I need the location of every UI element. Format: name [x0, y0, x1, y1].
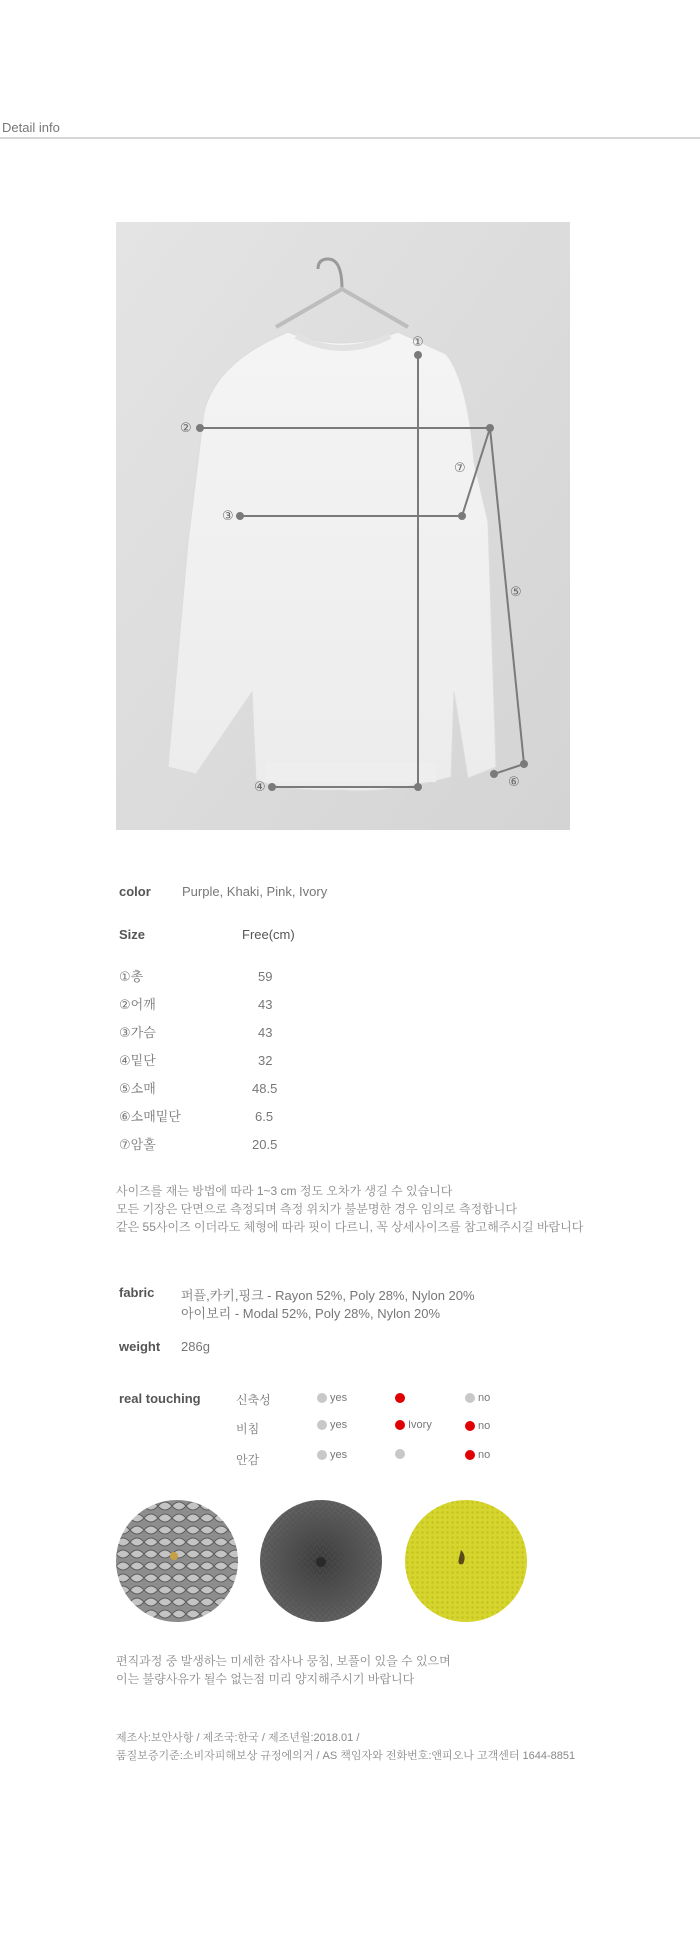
touch-option: yes — [317, 1419, 347, 1431]
touch-option: no — [465, 1420, 490, 1432]
color-value: Purple, Khaki, Pink, Ivory — [182, 884, 328, 899]
real-touching-label: real touching — [119, 1391, 201, 1406]
touch-attr-name: 안감 — [236, 1453, 260, 1467]
marker-5: ⑤ — [510, 584, 522, 599]
size-row-label: ⑤소매 — [119, 1081, 156, 1096]
header-divider — [0, 137, 700, 139]
section-title: Detail info — [2, 120, 60, 135]
fabric-label: fabric — [119, 1285, 155, 1300]
size-row-value: 43 — [258, 997, 273, 1012]
touch-option: no — [465, 1392, 490, 1404]
size-header-label: Size — [119, 927, 146, 942]
marker-3: ③ — [222, 508, 234, 523]
size-row-label: ①총 — [119, 969, 144, 984]
color-label: color — [119, 884, 151, 899]
touch-option: no — [465, 1449, 490, 1461]
indicator-dot — [317, 1450, 327, 1460]
size-note: 사이즈를 재는 방법에 따라 1~3 cm 정도 오차가 생길 수 있습니다 — [116, 1184, 453, 1198]
touch-option — [395, 1392, 408, 1404]
indicator-dot — [395, 1393, 405, 1403]
marker-4: ④ — [254, 779, 266, 794]
touch-option — [395, 1448, 408, 1460]
fabric-line: 퍼플,카키,핑크 - Rayon 52%, Poly 28%, Nylon 20% — [181, 1288, 475, 1303]
size-row-label: ③가슴 — [119, 1025, 156, 1040]
defect-note: 이는 불량사유가 될수 없는점 미리 양지해주시기 바랍니다 — [116, 1672, 415, 1686]
weight-label: weight — [119, 1339, 161, 1354]
fabric-line: 아이보리 - Modal 52%, Poly 28%, Nylon 20% — [181, 1306, 441, 1321]
size-note: 모든 기장은 단면으로 측정되며 측정 위치가 불분명한 경우 임의로 측정합니다 — [116, 1202, 517, 1216]
size-row-label: ②어깨 — [119, 997, 156, 1012]
size-row-label: ⑦암홀 — [119, 1137, 156, 1152]
size-row-label: ④밑단 — [119, 1053, 156, 1068]
marker-7: ⑦ — [454, 460, 466, 475]
size-row-value: 43 — [258, 1025, 273, 1040]
size-header-value: Free(cm) — [242, 927, 295, 942]
indicator-dot — [465, 1393, 475, 1403]
sweater-diagram — [116, 222, 570, 830]
indicator-dot — [395, 1449, 405, 1459]
size-row-value: 6.5 — [255, 1109, 274, 1124]
size-row-value: 48.5 — [252, 1081, 278, 1096]
indicator-dot — [395, 1420, 405, 1430]
indicator-dot — [465, 1450, 475, 1460]
marker-2: ② — [180, 420, 192, 435]
indicator-dot — [465, 1421, 475, 1431]
fabric-swatch-yellow — [405, 1500, 527, 1622]
touch-attr-name: 신축성 — [236, 1393, 271, 1407]
fabric-swatch-charcoal — [260, 1500, 382, 1622]
size-row-value: 32 — [258, 1053, 273, 1068]
size-note: 같은 55사이즈 이더라도 체형에 따라 핏이 다르니, 꼭 상세사이즈를 참고해주시길 바랍니다 — [116, 1220, 584, 1234]
footer-line: 제조사:보안사항 / 제조국:한국 / 제조년월:2018.01 / — [116, 1732, 360, 1744]
indicator-dot — [317, 1420, 327, 1430]
size-row-label: ⑥소매밑단 — [119, 1109, 181, 1124]
size-row-value: 59 — [258, 969, 273, 984]
marker-1: ① — [412, 334, 424, 349]
footer-line: 품질보증기준:소비자피해보상 규정에의거 / AS 책임자와 전화번호:앤피오나 고객센터 1644-8851 — [116, 1750, 576, 1762]
size-row-value: 20.5 — [252, 1137, 278, 1152]
defect-note: 편직과정 중 발생하는 미세한 잡사나 뭉침, 보풀이 있을 수 있으며 — [116, 1654, 451, 1668]
indicator-dot — [317, 1393, 327, 1403]
touch-option: yes — [317, 1392, 347, 1404]
weight-value: 286g — [181, 1339, 210, 1354]
fabric-swatch-gray-knit — [116, 1500, 238, 1622]
touch-option: yes — [317, 1449, 347, 1461]
marker-6: ⑥ — [508, 774, 520, 789]
touch-option: Ivory — [395, 1419, 432, 1431]
touch-attr-name: 비침 — [236, 1422, 260, 1436]
product-measurement-image — [116, 222, 570, 830]
